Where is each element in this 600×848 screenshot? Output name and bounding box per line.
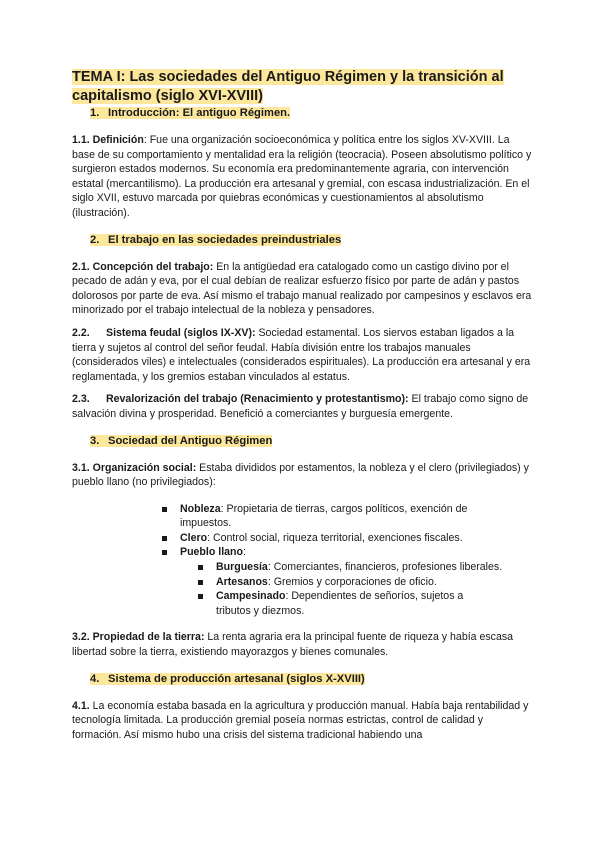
list-item-clero: Clero: Control social, riqueza territorial, exenciones fiscales. [162,531,532,546]
document-title [72,68,532,106]
paragraph-2-2-number: 2.2. [72,326,90,339]
section-4-heading [72,672,532,687]
paragraph-3-1-text: Estaba divididos por estamentos, la nobleza y el clero (privilegiados) y pueblo llano (no privilegiados): [72,461,529,489]
pueblo-llano-sublist [180,560,532,618]
paragraph-2-1-text: En la antigüedad era catalogado como un castigo divino por el pecado de adán y eva, por el cual debían de realizar esfuerzo físico por parte de adán y pastos dolorosos por parte de eva. Así mismo el trabajo manual realizado por campesinos y esclavos era minorizado por el trabajo intelectual de la nobleza y pensadores. [72,260,532,317]
paragraph-2-3-text: El trabajo como signo de salvación divina y prosperidad. Benefició a comerciantes y burguesía emergente. [72,393,529,420]
title-line-2: capitalismo (siglo XVI-XVIII) [72,88,263,104]
paragraph-2-3 [72,392,532,421]
paragraph-2-1 [72,260,532,318]
paragraph-4-1-label: 4.1. [72,699,90,712]
paragraph-1-1-label: 1.1. Definición [72,134,144,146]
paragraph-4-1 [72,699,532,743]
section-3-heading [72,434,532,449]
paragraph-2-1-label: 2.1. Concepción del trabajo: [72,260,214,273]
section-4-label: Sistema de producción artesanal (siglos X-XVIII) [108,672,365,685]
paragraph-3-1 [72,461,532,490]
paragraph-3-1-label: 3.1. Organización social: [72,461,197,474]
section-1-heading [72,106,532,121]
paragraph-4-1-text: La economía estaba basada en la agricultura y producción manual. Había baja rentabilidad y tecnología limitada. La producción gremial poseía normas estrictas, control de calidad y formación. Así mismo hubo una crisis del sistema tradicional habiendo una [72,699,529,741]
section-2-heading [72,233,532,248]
paragraph-3-2-label: 3.2. Propiedad de la tierra: [72,631,205,644]
list-item-pueblo-llano: Pueblo llano: Burguesía: Comerciantes, financieros, profesiones liberales. Artesanos: Gremios y corporaciones de oficio. Campesinado: Dependientes de señoríos, sujetos a tributos y diezmos. [162,545,532,618]
paragraph-3-2 [72,630,532,659]
paragraph-2-2-label: Sistema feudal (siglos IX-XV): [106,326,256,339]
list-item-nobleza: Nobleza: Propietaria de tierras, cargos políticos, exención de impuestos. [162,502,532,531]
section-3-number: 3. [90,434,100,447]
paragraph-3-2-text: La renta agraria era la principal fuente de riqueza y había escasa libertad sobre la tierra, existiendo mayorazgos y bienes comunales. [72,631,514,659]
list-item-campesinado: Campesinado: Dependientes de señoríos, sujetos a tributos y diezmos. [198,589,532,618]
section-2-number: 2. [90,233,100,246]
section-1-number: 1. [90,107,100,119]
section-3-label: Sociedad del Antiguo Régimen [108,434,273,447]
list-item-burguesia: Burguesía: Comerciantes, financieros, profesiones liberales. [198,560,532,575]
paragraph-2-2 [72,326,532,384]
section-4-number: 4. [90,672,100,685]
section-2-label: El trabajo en las sociedades preindustriales [108,233,342,246]
section-1-label: Introducción: El antiguo Régimen. [108,107,291,119]
document-page [72,68,532,742]
paragraph-2-3-label: Revalorización del trabajo (Renacimiento y protestantismo): [106,393,409,406]
paragraph-1-1 [72,133,532,221]
paragraph-2-3-number: 2.3. [72,393,90,406]
list-item-artesanos: Artesanos: Gremios y corporaciones de oficio. [198,575,532,590]
title-line-1: TEMA I: Las sociedades del Antiguo Régimen y la transición al [72,69,504,85]
paragraph-2-2-text: Sociedad estamental. Los siervos estaban ligados a la tierra y sujetos al control del señor feudal. Había división entre los trabajos manuales (considerados viles) e intelectuales (considerados espirituales). La producción era artesanal y era reglamentada, y los gremios estaban vinculados al estatus. [72,326,531,383]
estamentos-list [72,502,532,619]
paragraph-1-1-text: : Fue una organización socioeconómica y política entre los siglos XV-XVIII. La base de su comportamiento y mentalidad era la religión (teocracia). Poseen absolutismo político y surgieron estados modernos. Su economía era predominantemente agraria, con intervención estatal (mercantilismo). La producción era artesanal y gremial, con escasa industrialización. En el siglo XVII, estuvo marcada por quiebras económicas y cuestionamientos al absolutismo (ilustración). [72,134,532,219]
